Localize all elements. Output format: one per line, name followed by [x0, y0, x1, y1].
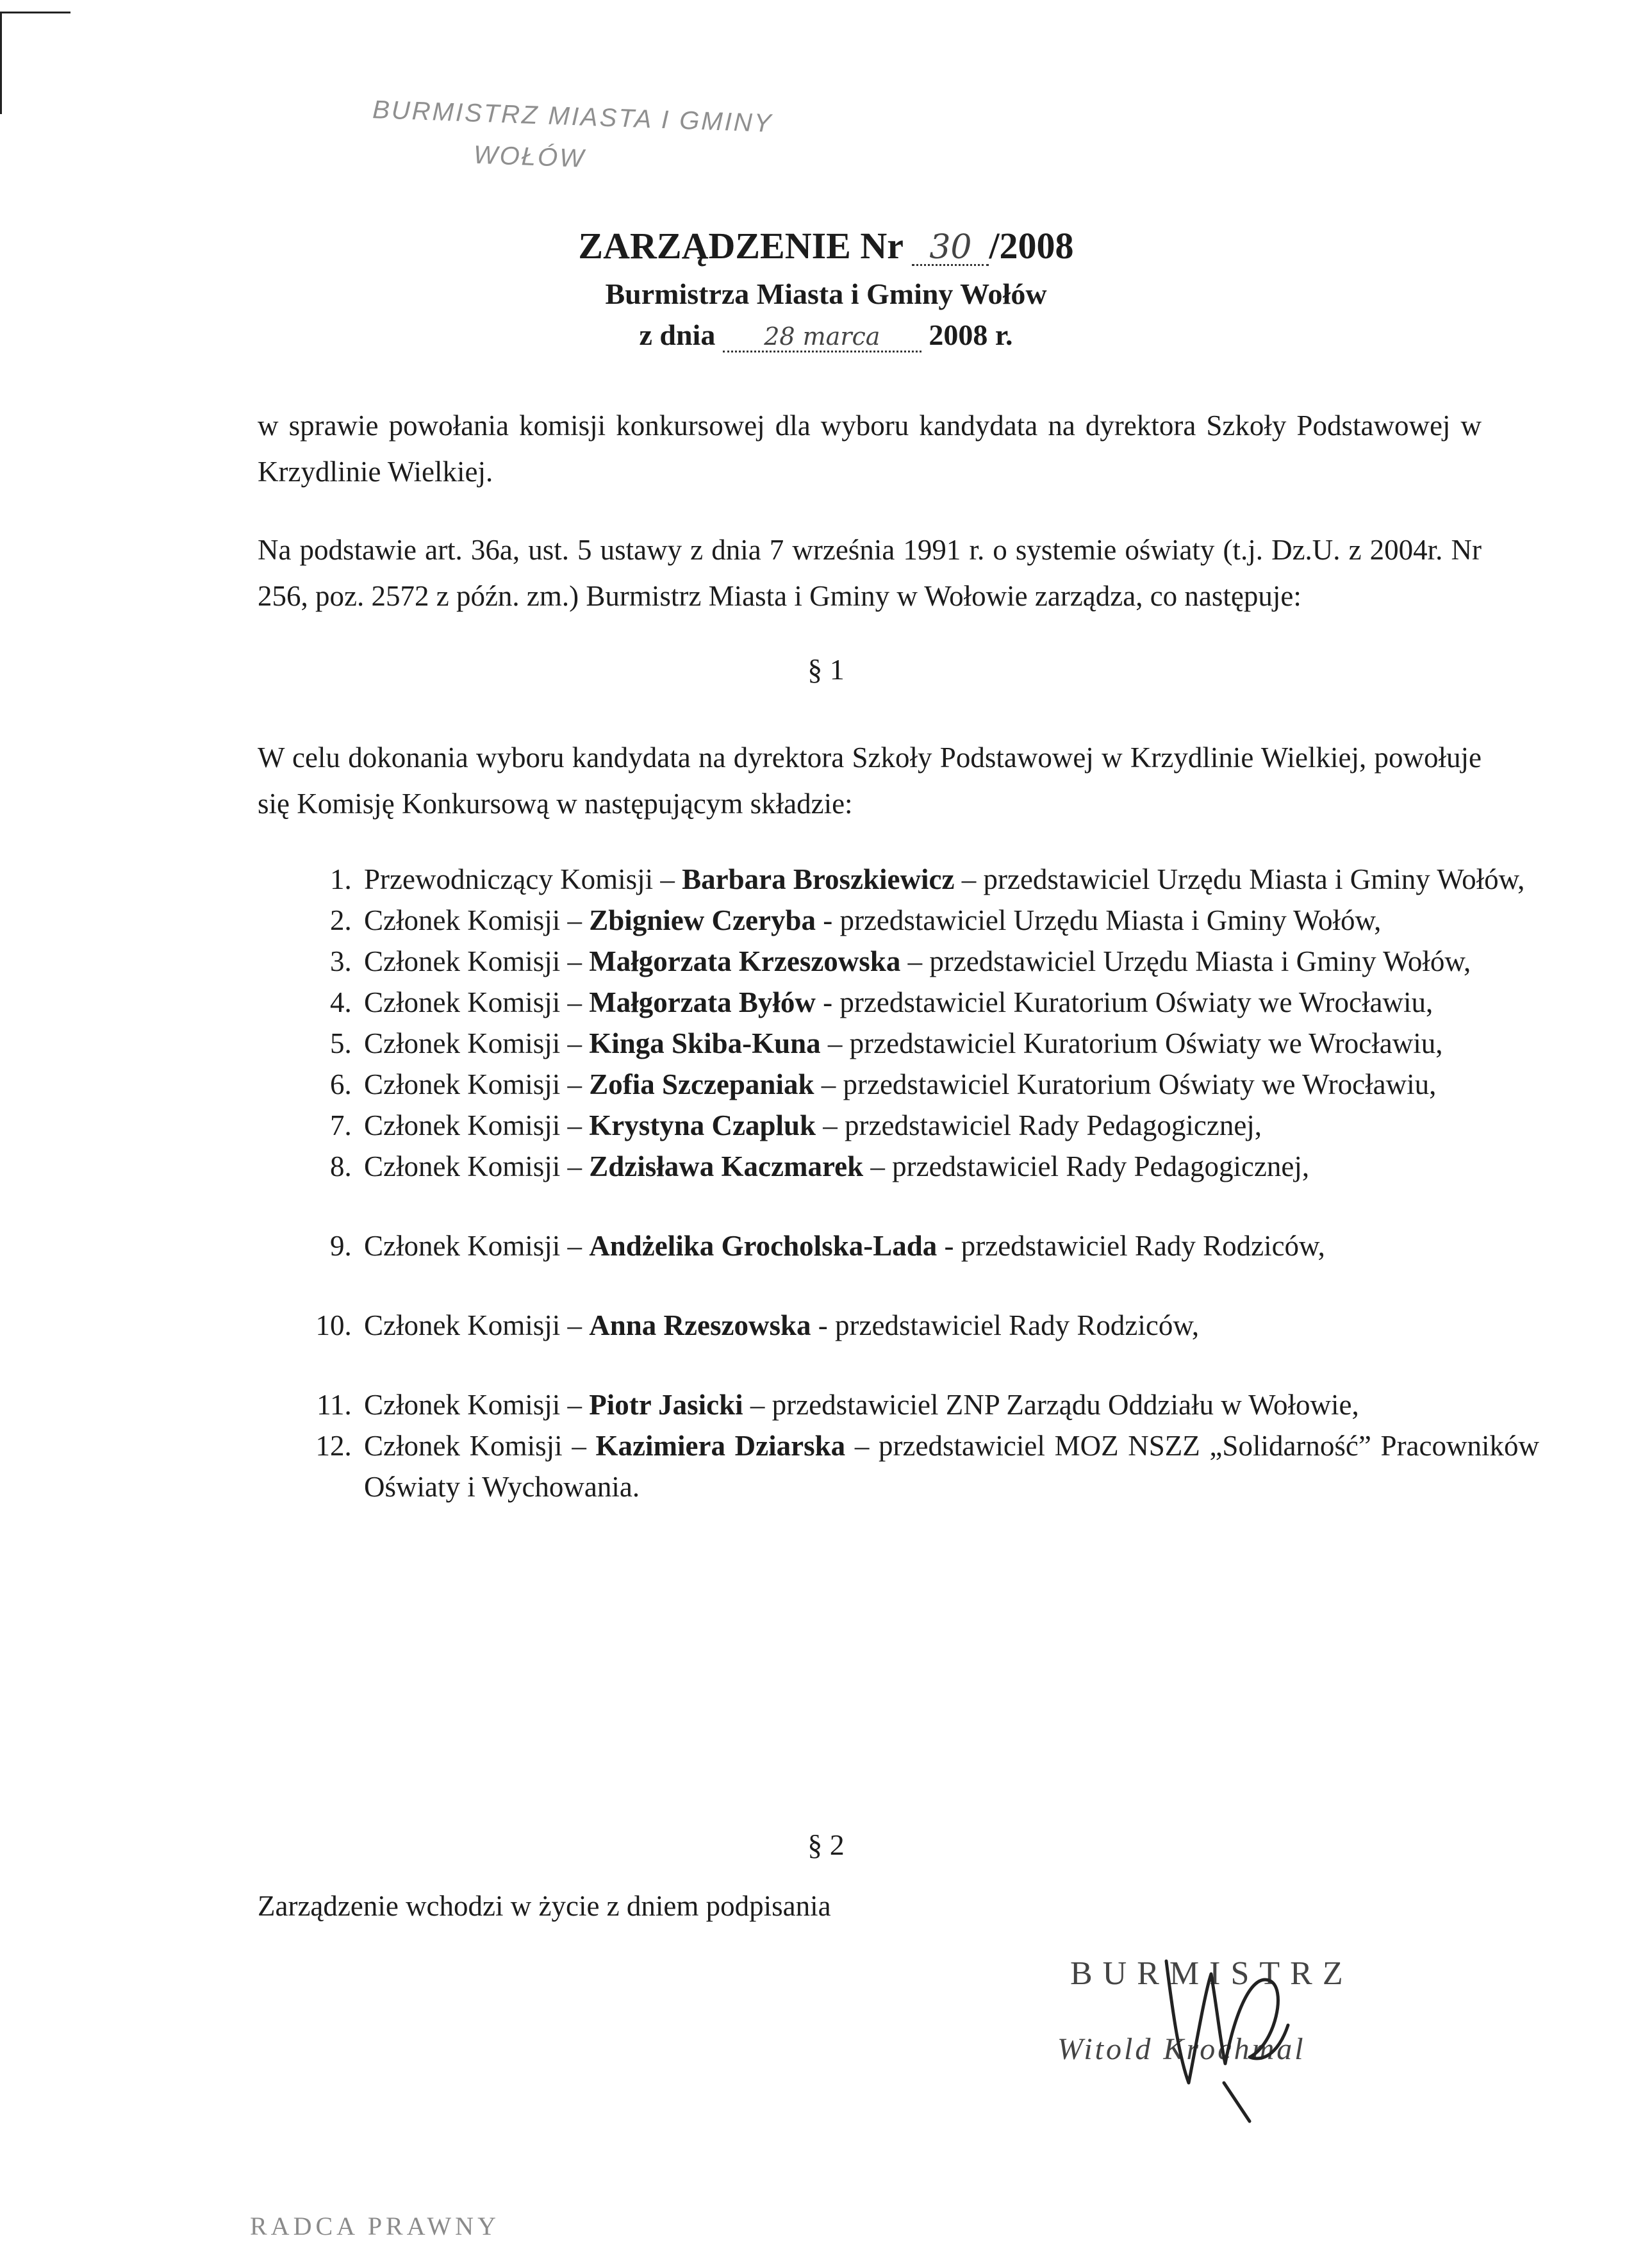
title-suffix: /2008 — [989, 225, 1074, 267]
scan-edge-horizontal — [0, 12, 70, 13]
member-role: Członek Komisji – — [364, 1430, 596, 1462]
scan-edge-vertical — [0, 12, 2, 114]
subject-paragraph: w sprawie powołania komisji konkursowej dla wyboru kandydata na dyrektora Szkoły Podstawowej w Krzydlinie Wielkiej. — [258, 410, 1482, 488]
list-item — [359, 1105, 1539, 1146]
member-name: Zbigniew Czeryba — [589, 904, 816, 936]
member-name: Anna Rzeszowska — [589, 1309, 811, 1341]
list-item — [359, 1064, 1539, 1105]
handwritten-signature — [1057, 1935, 1455, 2128]
member-role: Członek Komisji – — [364, 1109, 590, 1141]
title-prefix: ZARZĄDZENIE Nr — [578, 225, 913, 267]
list-item — [359, 1146, 1539, 1187]
list-item — [359, 1425, 1539, 1507]
member-representation: – przedstawiciel Urzędu Miasta i Gminy Wołów, — [954, 863, 1525, 895]
member-representation: – przedstawiciel Kuratorium Oświaty we Wrocławiu, — [820, 1027, 1443, 1059]
list-item — [359, 1305, 1539, 1346]
issuer-line: Burmistrza Miasta i Gminy Wołów — [605, 277, 1047, 310]
member-name: Małgorzata Byłów — [589, 986, 816, 1018]
member-representation: – przedstawiciel Rady Pedagogicznej, — [816, 1109, 1262, 1141]
section-1-paragraph: W celu dokonania wyboru kandydata na dyrektora Szkoły Podstawowej w Krzydlinie Wielkiej, powołuje się Komisję Konkursową w następującym składzie: — [258, 741, 1482, 820]
member-representation: - przedstawiciel Rady Rodziców, — [937, 1230, 1325, 1262]
section-2-mark: § 2 — [807, 1828, 845, 1861]
list-item — [359, 900, 1539, 941]
office-stamp-line1: BURMISTRZ MIASTA I GMINY — [372, 95, 774, 138]
member-name: Andżelika Grocholska-Lada — [589, 1230, 938, 1262]
signature-stamp-title: BURMISTRZ — [1070, 1955, 1353, 1992]
legal-advisor-stamp: RADCA PRAWNY — [250, 2212, 500, 2240]
member-representation: – przedstawiciel Rady Pedagogicznej, — [863, 1150, 1310, 1182]
member-role: Członek Komisji – — [364, 1230, 590, 1262]
office-stamp — [370, 95, 773, 180]
office-stamp-line2: WOŁÓW — [473, 140, 586, 173]
date-handwritten: 28 marca — [723, 322, 921, 352]
member-name: Piotr Jasicki — [589, 1389, 743, 1421]
signature-stamp — [1057, 1935, 1455, 2128]
member-representation: – przedstawiciel ZNP Zarządu Oddziału w Wołowie, — [743, 1389, 1359, 1421]
member-name: Krystyna Czapluk — [589, 1109, 816, 1141]
list-item — [359, 859, 1539, 900]
member-representation: - przedstawiciel Rady Rodziców, — [811, 1309, 1200, 1341]
list-item — [359, 941, 1539, 982]
closing-paragraph: Zarządzenie wchodzi w życie z dniem podpisania — [258, 1890, 831, 1922]
list-item — [359, 1384, 1539, 1425]
title-number-handwritten: 30 — [912, 231, 989, 266]
member-representation: - przedstawiciel Kuratorium Oświaty we Wrocławiu, — [815, 986, 1433, 1018]
member-name: Zdzisława Kaczmarek — [589, 1150, 864, 1182]
list-item — [359, 982, 1539, 1023]
member-representation: – przedstawiciel Kuratorium Oświaty we Wrocławiu, — [814, 1068, 1437, 1100]
document-title — [0, 224, 1652, 267]
member-role: Członek Komisji – — [364, 1068, 590, 1100]
member-role: Członek Komisji – — [364, 1150, 590, 1182]
signature-stamp-name: Witold Krochmal — [1057, 2032, 1306, 2066]
member-role: Członek Komisji – — [364, 1309, 590, 1341]
date-suffix: 2008 r. — [921, 319, 1013, 351]
member-representation: - przedstawiciel Urzędu Miasta i Gminy Wołów, — [815, 904, 1382, 936]
legal-basis-paragraph: Na podstawie art. 36a, ust. 5 ustawy z dnia 7 września 1991 r. o systemie oświaty (t.j. Dz.U. z 2004r. Nr 256, poz. 2572 z późn. zm.) Burmistrz Miasta i Gminy w Wołowie zarządza, co następuje: — [258, 534, 1482, 612]
member-role: Członek Komisji – — [364, 945, 590, 977]
member-name: Kazimiera Dziarska — [595, 1430, 846, 1462]
member-name: Małgorzata Krzeszowska — [589, 945, 901, 977]
date-line — [0, 318, 1652, 352]
member-representation: – przedstawiciel Urzędu Miasta i Gminy Wołów, — [900, 945, 1471, 977]
member-role: Przewodniczący Komisji – — [364, 863, 682, 895]
member-name: Kinga Skiba-Kuna — [589, 1027, 821, 1059]
member-role: Członek Komisji – — [364, 1027, 590, 1059]
member-name: Zofia Szczepaniak — [589, 1068, 814, 1100]
committee-members-list — [301, 859, 1539, 1507]
member-name: Barbara Broszkiewicz — [682, 863, 955, 895]
list-item — [359, 1225, 1539, 1266]
member-role: Członek Komisji – — [364, 986, 590, 1018]
member-role: Członek Komisji – — [364, 904, 590, 936]
member-representation: – przedstawiciel MOZ NSZZ „Solidarność” Pracowników Oświaty i Wychowania. — [364, 1430, 1540, 1503]
date-prefix: z dnia — [639, 319, 723, 351]
member-role: Członek Komisji – — [364, 1389, 590, 1421]
list-item — [359, 1023, 1539, 1064]
section-1-mark: § 1 — [807, 653, 845, 686]
